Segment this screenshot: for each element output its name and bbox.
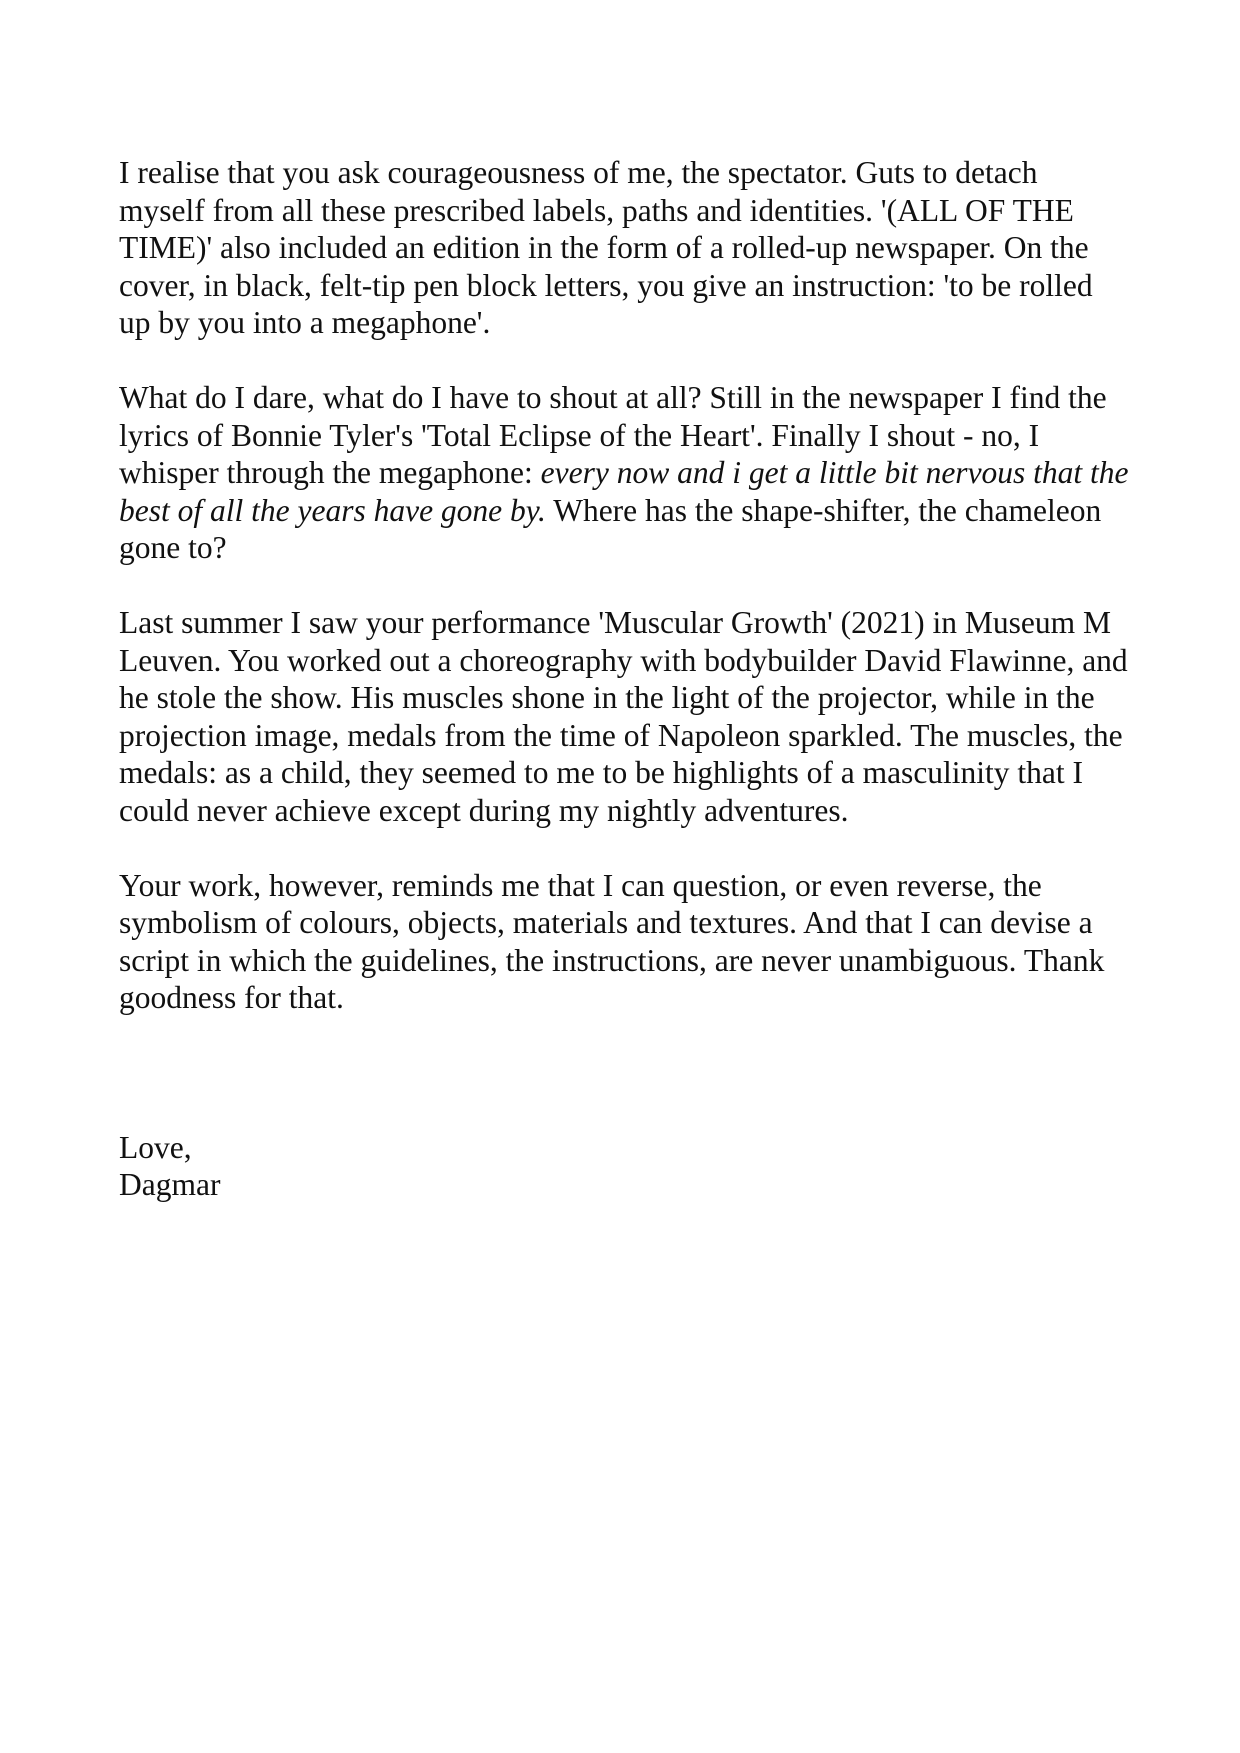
paragraph-performance: Last summer I saw your performance 'Muscular Growth' (2021) in Museum M Leuven. You worked out a choreography with bodybuilder David Flawinne, and he stole the show. His muscles shone in the light of the projector, while in the projection image, medals from the time of Napoleon sparkled. The muscles, the medals: as a child, they seemed to me to be highlights of a masculinity that I could never achieve except during my nightly adventures. xyxy=(119,605,1128,828)
letter-closing xyxy=(119,1129,1129,1204)
letter-page xyxy=(119,154,1129,1204)
song-lyric-quote: every now and i get a little bit nervous that the best of all the years have gone by. xyxy=(119,455,1129,528)
closing-salutation: Love, xyxy=(119,1129,192,1165)
paragraph-symbolism: Your work, however, reminds me that I can question, or even reverse, the symbolism of colours, objects, materials and textures. And that I can devise a script in which the guidelines, the instructions, are never unambiguous. Thank goodness for that. xyxy=(119,867,1105,1015)
paragraph-megaphone-lead: What do I dare, what do I have to shout at all? Still in the newspaper I find the lyrics of Bonnie Tyler's 'Total Eclipse of the Heart'. Finally I shout - no, I whisper through the megaphone: xyxy=(119,380,1107,490)
paragraph-megaphone xyxy=(119,379,1129,567)
closing-signature: Dagmar xyxy=(119,1167,221,1202)
paragraph-courage: I realise that you ask courageousness of me, the spectator. Guts to detach myself from all these prescribed labels, paths and identities. '(ALL OF THE TIME)' also included an edition in the form of a rolled-up newspaper. On the cover, in black, felt-tip pen block letters, you give an instruction: 'to be rolled up by you into a megaphone'. xyxy=(119,155,1093,340)
paragraph-megaphone-tail: Where has the shape-shifter, the chameleon gone to? xyxy=(119,492,1102,565)
